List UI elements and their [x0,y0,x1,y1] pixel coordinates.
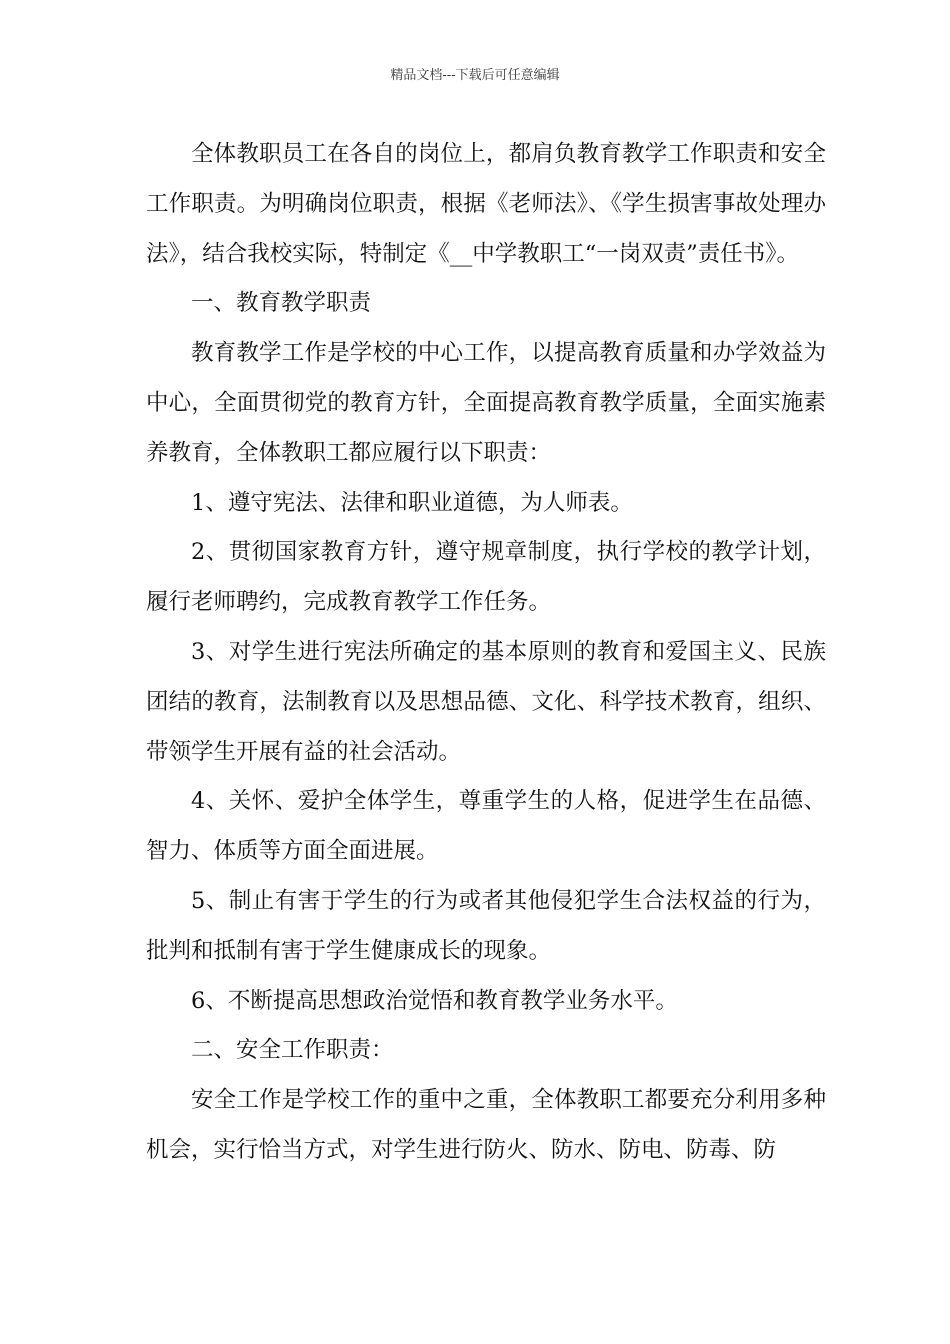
paragraph-teaching-intro: 教育教学工作是学校的中心工作，以提高教育质量和办学效益为中心，全面贯彻党的教育方针，全面提高教育教学质量，全面实施素养教育，全体教职工都应履行以下职责： [146,340,826,466]
list-item-6: 6、不断提高思想政治觉悟和教育教学业务水平。 [191,987,678,1014]
document-body [146,130,826,1176]
paragraph-safety-intro: 安全工作是学校工作的重中之重，全体教职工都要充分利用多种机会，实行恰当方式，对学生进行防火、防水、防电、防毒、防 [146,1087,826,1163]
list-item-4: 4、关怀、爱护全体学生，尊重学生的人格，促进学生在品德、智力、体质等方面全面进展。 [146,788,826,865]
paragraph-intro: 全体教职员工在各自的岗位上，都肩负教育教学工作职责和安全工作职责。为明确岗位职责，根据《老师法》、《学生损害事故处理办法》，结合我校实际，特制定《__中学教职工“一岗双责”责任书》。 [146,141,826,267]
page-header: 精品文档---下载后可任意编辑 [390,68,560,83]
section-heading-safety: 二、安全工作职责： [191,1037,394,1064]
list-item-1: 1、遵守宪法、法律和职业道德，为人师表。 [191,489,633,516]
section-heading-teaching: 一、教育教学职责 [191,290,372,317]
list-item-2: 2、贯彻国家教育方针，遵守规章制度，执行学校的教学计划，履行老师聘约，完成教育教学工作任务。 [146,539,826,616]
list-item-5: 5、制止有害于学生的行为或者其他侵犯学生合法权益的行为，批判和抵制有害于学生健康成长的现象。 [146,887,826,964]
list-item-3: 3、对学生进行宪法所确定的基本原则的教育和爱国主义、民族团结的教育，法制教育以及思想品德、文化、科学技术教育，组织、带领学生开展有益的社会活动。 [146,638,826,765]
